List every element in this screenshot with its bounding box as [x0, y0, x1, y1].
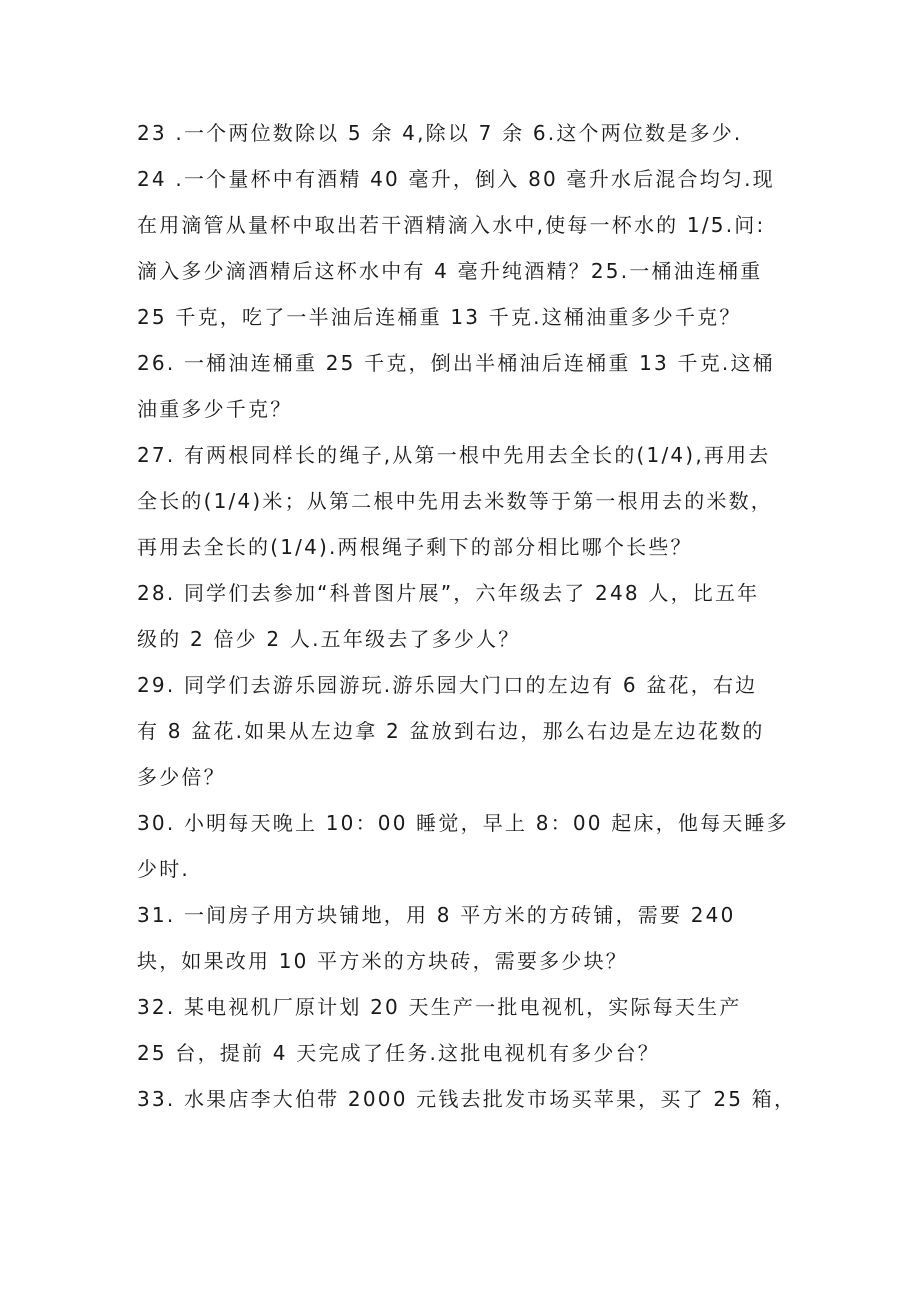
text-line-5: 25 千克，吃了一半油后连桶重 13 千克.这桶油重多少千克？ — [137, 305, 742, 329]
text-line-19: 块，如果改用 10 平方米的方块砖，需要多少块？ — [137, 949, 628, 973]
text-line-18: 31. 一间房子用方块铺地，用 8 平方米的方砖铺，需要 240 — [137, 903, 736, 927]
text-line-10: 再用去全长的(1/4).两根绳子剩下的部分相比哪个长些？ — [137, 535, 693, 559]
text-line-6: 26. 一桶油连桶重 25 千克，倒出半桶油后连桶重 13 千克.这桶 — [137, 351, 775, 375]
text-line-1: 23 .一个两位数除以 5 余 4,除以 7 余 6.这个两位数是多少. — [137, 121, 743, 145]
text-line-7: 油重多少千克？ — [137, 397, 293, 421]
text-line-16: 30. 小明每天晚上 10：00 睡觉，早上 8：00 起床，他每天睡多 — [137, 811, 789, 835]
text-line-9: 全长的(1/4)米；从第二根中先用去米数等于第一根用去的米数， — [137, 489, 773, 513]
text-line-8: 27. 有两根同样长的绳子,从第一根中先用去全长的(1/4),再用去 — [137, 443, 771, 467]
text-line-12: 级的 2 倍少 2 人.五年级去了多少人？ — [137, 627, 521, 651]
text-line-3: 在用滴管从量杯中取出若干酒精滴入水中,使每一杯水的 1/5.问: — [137, 213, 766, 237]
text-line-11: 28. 同学们去参加“科普图片展”，六年级去了 248 人，比五年 — [137, 581, 760, 605]
text-line-14: 有 8 盆花.如果从左边拿 2 盆放到右边，那么右边是左边花数的 — [137, 719, 765, 743]
text-line-17: 少时. — [137, 857, 190, 881]
text-line-4: 滴入多少滴酒精后这杯水中有 4 毫升纯酒精？25.一桶油连桶重 — [137, 259, 763, 283]
text-line-13: 29. 同学们去游乐园游玩.游乐园大门口的左边有 6 盆花，右边 — [137, 673, 758, 697]
text-line-21: 25 台，提前 4 天完成了任务.这批电视机有多少台？ — [137, 1041, 661, 1065]
text-line-20: 32. 某电视机厂原计划 20 天生产一批电视机，实际每天生产 — [137, 995, 742, 1019]
text-line-22: 33. 水果店李大伯带 2000 元钱去批发市场买苹果，买了 25 箱， — [137, 1087, 797, 1111]
text-line-2: 24 .一个量杯中有酒精 40 毫升，倒入 80 毫升水后混合均匀.现 — [137, 167, 775, 191]
text-line-15: 多少倍？ — [137, 765, 226, 789]
